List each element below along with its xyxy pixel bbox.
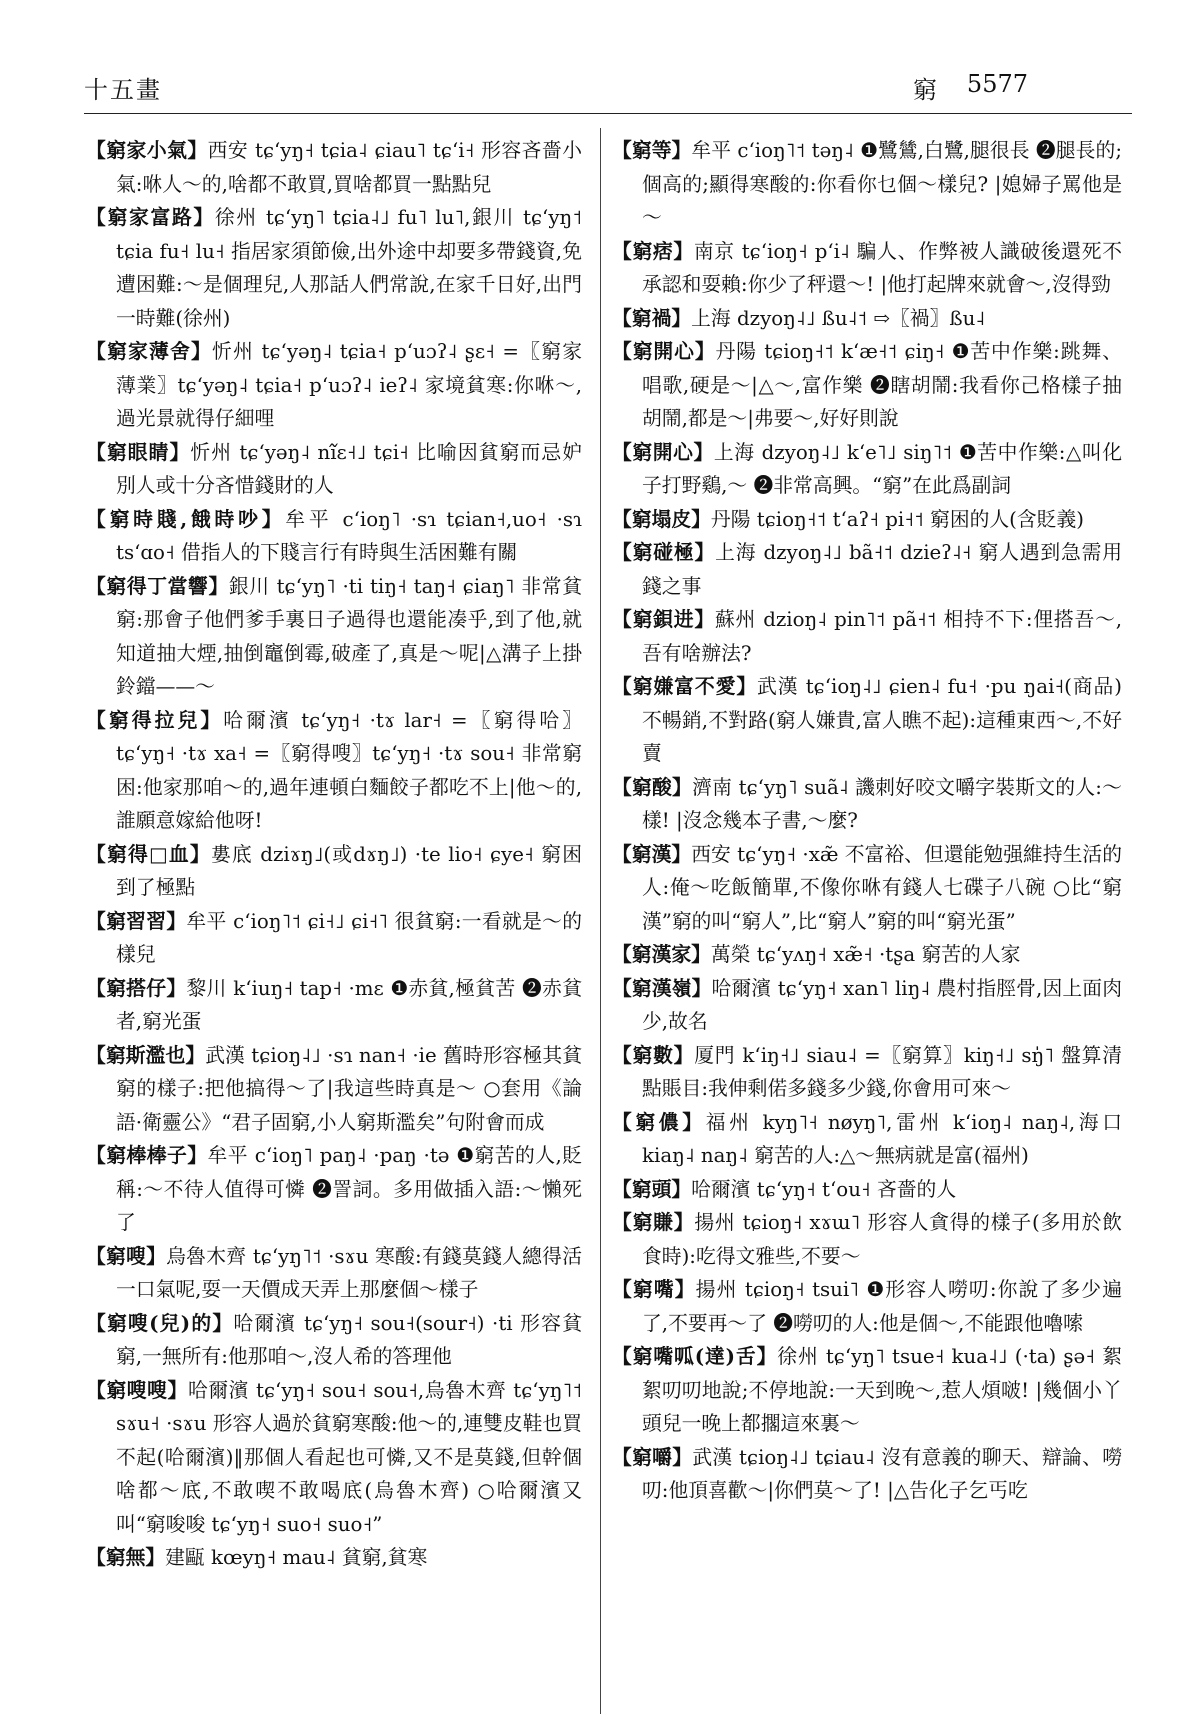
dictionary-entry bbox=[612, 536, 1122, 603]
entry-headword: 【窮嘴呱(達)舌】 bbox=[612, 1344, 778, 1368]
dictionary-entry bbox=[86, 972, 582, 1039]
entry-headword: 【窮漢家】 bbox=[612, 942, 711, 966]
entry-headword: 【窮得拉兒】 bbox=[86, 707, 224, 732]
dictionary-entry bbox=[612, 670, 1122, 771]
entry-definition: 忻州 tɕʻyəŋ˨ tɕia˧ pʻuɔʔ˨ ʂɛ˧ =〖窮家薄業〗tɕʻyəŋ˨ tɕia˧ pʻuɔʔ˨ ieʔ˨ 家境貧寒:你咻～,過光景就得仔細哩 bbox=[116, 340, 582, 430]
running-head bbox=[913, 70, 1028, 105]
entry-definition: 上海 dzyoŋ˨˩ bã˧˦ dzieʔ˨˧ 窮人遇到急需用錢之事 bbox=[642, 541, 1122, 598]
entry-headword: 【窮習習】 bbox=[86, 908, 187, 933]
entry-headword: 【窮塌皮】 bbox=[612, 506, 711, 531]
entry-definition: 牟平 cʻioŋ˥ ·sɿ tɕian˧,uo˧ ·sɿ tsʻɑo˧ 借指人的下賤言行有時與生活困難有關 bbox=[116, 507, 582, 564]
entry-headword: 【窮開心】 bbox=[612, 339, 716, 363]
dictionary-entry bbox=[86, 704, 582, 838]
entry-headword: 【窮家小氣】 bbox=[86, 138, 208, 162]
entry-definition: 徐州 tɕʻyŋ˥ tsue˧ kua˨˩ (·ta) ʂə˧ 絮絮叨叨地說;不停地說:一天到晚～,惹人煩啵! |幾個小丫頭兒一晚上都擱這來裏～ bbox=[642, 1345, 1122, 1435]
entry-definition: 牟平 cʻioŋ˥ paŋ˨ ·paŋ ·tə ❶窮苦的人,貶稱:～不待人值得可憐 ❷詈詞。多用做插入語:～懶死了 bbox=[116, 1144, 582, 1234]
dictionary-entry bbox=[612, 436, 1122, 503]
entry-definition: 濟南 tɕʻyŋ˥ suã˨ 譏刺好咬文嚼字裝斯文的人:～樣! |沒念幾本子書,～麼? bbox=[642, 775, 1122, 832]
entry-headword: 【窮漢嶺】 bbox=[612, 975, 712, 1000]
entry-headword: 【窮嚼】 bbox=[612, 1444, 693, 1469]
entry-definition: 南京 tɕʻioŋ˧ pʻi˨ 騙人、作弊被人識破後還死不承認和耍賴:你少了秤還～! |他打起牌來就會～,沒得勁 bbox=[642, 239, 1122, 296]
dictionary-entry bbox=[86, 1374, 582, 1542]
dictionary-entry bbox=[86, 134, 582, 201]
entry-definition: 武漢 tɕioŋ˨˩ ·sɿ nan˧ ·ie 舊時形容極其貧窮的樣子:把他搞得～了|我這些時真是～ ○套用《論語·衛靈公》“君子固窮,小人窮斯濫矣”句附會而成 bbox=[116, 1043, 582, 1134]
entry-headword: 【窮數】 bbox=[612, 1042, 695, 1067]
entry-definition: 牟平 cʻioŋ˥˦ təŋ˨ ❶鷺鷥,白鷺,腿很長 ❷腿長的;個高的;顯得寒酸的:你看你乜個～樣兒? |媳婦子罵他是～ bbox=[642, 139, 1122, 229]
entry-headword: 【窮等】 bbox=[612, 138, 692, 162]
dictionary-entry bbox=[612, 1441, 1122, 1508]
entry-headword: 【窮嘴】 bbox=[612, 1277, 696, 1301]
entry-definition: 萬榮 tɕʻyʌŋ˧ xæ̃˧ ·tʂa 窮苦的人家 bbox=[710, 943, 1021, 966]
entry-headword: 【窮搭仔】 bbox=[86, 975, 187, 1000]
dictionary-entry bbox=[612, 1273, 1122, 1340]
dictionary-entry bbox=[612, 838, 1122, 939]
entry-headword: 【窮斯濫也】 bbox=[86, 1042, 206, 1067]
entry-headword: 【窮無】 bbox=[86, 1545, 166, 1569]
entry-definition: 忻州 tɕʻyəŋ˨ ni᷉ɛ˧˩ tɕi˧ 比喻因貧窮而忌妒別人或十分吝惜錢財的人 bbox=[116, 440, 582, 497]
dictionary-entry bbox=[86, 503, 582, 570]
dictionary-entry bbox=[612, 603, 1122, 670]
dictionary-entry bbox=[612, 1340, 1122, 1441]
entry-definition: 烏魯木齊 tɕʻyŋ˥˦ ·sɤu 寒酸:有錢莫錢人總得活一口氣呢,耍一天價成天弄上那麼個～樣子 bbox=[116, 1244, 582, 1301]
entry-definition: 福州 kyŋ˥˧ nøyŋ˥,雷州 kʻioŋ˨ naŋ˨,海口 kiaŋ˨ naŋ˨ 窮苦的人:△～無病就是富(福州) bbox=[642, 1110, 1122, 1167]
dictionary-entry bbox=[86, 1139, 582, 1240]
dictionary-entry bbox=[86, 1039, 582, 1140]
entry-definition: 上海 dzyoŋ˨˩ kʻe˥˩ siŋ˥˦ ❶苦中作樂:△叫化子打野鷄,～ ❷非常高興。“窮”在此爲副詞 bbox=[642, 440, 1122, 497]
entry-definition: 黎川 kʻiuŋ˧ tap˧ ·mɛ ❶赤貧,極貧苦 ❷赤貧者,窮光蛋 bbox=[116, 976, 582, 1033]
right-column bbox=[612, 134, 1122, 1508]
entry-definition: 哈爾濱 tɕʻyŋ˧ sou˧(sour˧) ·ti 形容貧窮,一無所有:他那咱～,沒人希的答理他 bbox=[116, 1311, 582, 1368]
left-column bbox=[86, 134, 582, 1575]
entry-definition: 揚州 tɕioŋ˧ xɤɯ˥ 形容人貪得的樣子(多用於飲食時):吃得文雅些,不要～ bbox=[642, 1211, 1122, 1268]
entry-definition: 牟平 cʻioŋ˥˦ ɕi˧˩ ɕi˧˥ 很貧窮:一看就是～的樣兒 bbox=[116, 909, 582, 966]
entry-definition: 婁底 dziɤŋ˩(或dɤŋ˩) ·te lio˧ ɕye˧ 窮困到了極點 bbox=[116, 842, 582, 899]
entry-headword: 【窮禍】 bbox=[612, 305, 692, 330]
dictionary-entry bbox=[612, 1206, 1122, 1273]
dictionary-entry bbox=[86, 905, 582, 972]
entry-definition: 哈爾濱 tɕʻyŋ˧ xan˥ liŋ˨ 農村指脛骨,因上面肉少,故名 bbox=[642, 976, 1122, 1033]
entry-definition: 哈爾濱 tɕʻyŋ˧ tʻou˧ 吝嗇的人 bbox=[691, 1177, 957, 1201]
entry-definition: 徐州 tɕʻyŋ˥ tɕia˨˩ fu˥ lu˥,銀川 tɕʻyŋ˦ tɕia fu˧ lu˧ 指居家須節儉,出外途中却要多帶錢資,免遭困難:～是個理兒,人那話人們常說,在家千日好,出門一時難(徐州) bbox=[116, 206, 582, 330]
dictionary-entry bbox=[612, 302, 1122, 336]
entry-headword: 【窮鋇进】 bbox=[612, 607, 715, 631]
dictionary-entry bbox=[86, 570, 582, 704]
entry-headword: 【窮賺】 bbox=[612, 1210, 695, 1234]
entry-definition: 揚州 tɕioŋ˧ tsui˥ ❶形容人嘮叨:你說了多少遍了,不要再～了 ❷嘮叨的人:他是個～,不能跟他嚕嗦 bbox=[642, 1278, 1122, 1335]
entry-headword: 【窮嗖】 bbox=[86, 1243, 167, 1268]
dictionary-entry bbox=[86, 1240, 582, 1307]
column-divider bbox=[600, 128, 601, 1714]
dictionary-entry bbox=[86, 335, 582, 436]
entry-headword: 【窮漢】 bbox=[612, 841, 692, 866]
entry-headword: 【窮儂】 bbox=[612, 1109, 706, 1134]
entry-headword: 【窮開心】 bbox=[612, 439, 714, 464]
dictionary-entry bbox=[612, 938, 1122, 972]
entry-definition: 武漢 tɕioŋ˨˩ tɕiau˨ 沒有意義的聊天、辯論、嘮叨:他頂喜歡～|你們莫～了! |△告化子乞丐吃 bbox=[642, 1445, 1122, 1502]
dictionary-entry bbox=[86, 1307, 582, 1374]
dictionary-entry bbox=[86, 436, 582, 503]
dictionary-entry bbox=[86, 1541, 582, 1575]
dictionary-entry bbox=[612, 134, 1122, 235]
head-character: 窮 bbox=[912, 76, 937, 104]
entry-definition: 西安 tɕʻyŋ˧ tɕia˨ ɕiau˥ tɕʻi˧ 形容吝嗇小氣:咻人～的,啥都不敢買,買啥都買一點點兒 bbox=[116, 139, 582, 196]
dictionary-entry bbox=[612, 1106, 1122, 1173]
page-number: 5577 bbox=[966, 70, 1028, 98]
entry-definition: 武漢 tɕʻioŋ˨˩ ɕien˨ fu˧ ·pu ŋai˧(商品)不暢銷,不對路(窮人嫌貴,富人瞧不起):這種東西～,不好賣 bbox=[642, 675, 1122, 765]
entry-headword: 【窮痞】 bbox=[612, 238, 694, 263]
entry-headword: 【窮得丁當響】 bbox=[86, 573, 229, 598]
entry-definition: 上海 dzyoŋ˨˩ ßu˨˦ ⇨〖禍〗ßu˨ bbox=[691, 306, 986, 330]
entry-headword: 【窮棒棒子】 bbox=[86, 1143, 208, 1167]
entry-headword: 【窮頭】 bbox=[612, 1176, 692, 1201]
entry-headword: 【窮嗖(兒)的】 bbox=[86, 1310, 234, 1335]
entry-headword: 【窮碰極】 bbox=[612, 540, 716, 564]
entry-definition: 銀川 tɕʻyŋ˥ ·ti tiŋ˧ taŋ˧ ɕiaŋ˥ 非常貧窮:那會子他們爹手裏日子過得也還能凑乎,到了他,就知道抽大煙,抽倒竈倒霉,破產了,真是～呢|△溝子上掛鈴鐺——～ bbox=[116, 574, 582, 698]
entry-definition: 哈爾濱 tɕʻyŋ˧ ·tɤ lar˧ =〖窮得哈〗tɕʻyŋ˧ ·tɤ xa˧ =〖窮得嗖〗tɕʻyŋ˧ ·tɤ sou˧ 非常窮困:他家那咱～的,過年連頓白麵餃子都吃不上|他～的,誰願意嫁給他呀! bbox=[116, 708, 582, 832]
entry-definition: 厦門 kʻiŋ˧˩ siau˨ =〖窮算〗kiŋ˧˩ sŋ̍˥ 盤算清點賬目:我伸剩偌多錢多少錢,你會用可來～ bbox=[642, 1043, 1122, 1100]
entry-headword: 【窮時賤,餓時吵】 bbox=[86, 506, 286, 531]
entry-headword: 【窮家薄舍】 bbox=[86, 339, 212, 363]
dictionary-entry bbox=[86, 838, 582, 905]
section-title: 十五畫 bbox=[84, 76, 162, 104]
entry-definition: 哈爾濱 tɕʻyŋ˧ sou˧ sou˧,烏魯木齊 tɕʻyŋ˥˦ sɤu˧ ·sɤu 形容人過於貧窮寒酸:他～的,連雙皮鞋也買不起(哈爾濱)‖那個人看起也可憐,又不是莫錢,但幹個啥都～底,不敢喫不敢喝底(烏魯木齊) ○哈爾濱又叫“窮唆唆 tɕʻyŋ˧ suo˧ suo˧” bbox=[116, 1378, 582, 1536]
dictionary-entry bbox=[612, 503, 1122, 537]
dictionary-entry bbox=[612, 335, 1122, 436]
dictionary-entry bbox=[612, 1173, 1122, 1207]
dictionary-entry bbox=[612, 972, 1122, 1039]
entry-definition: 建甌 kœyŋ˧ mau˨ 貧窮,貧寒 bbox=[165, 1546, 428, 1569]
dictionary-entry bbox=[612, 771, 1122, 838]
header-rule bbox=[84, 113, 1132, 114]
entry-headword: 【窮家富路】 bbox=[86, 205, 215, 229]
entry-headword: 【窮得□血】 bbox=[86, 841, 211, 866]
entry-definition: 丹陽 tɕioŋ˧˦ kʻæ˧˦ ɕiŋ˧ ❶苦中作樂:跳舞、唱歌,硬是～|△～,富作樂 ❷瞎胡鬧:我看你己格樣子抽胡鬧,都是～|弗要～,好好則說 bbox=[642, 340, 1122, 430]
entry-headword: 【窮眼睛】 bbox=[86, 439, 191, 464]
dictionary-entry bbox=[86, 201, 582, 335]
entry-headword: 【窮酸】 bbox=[612, 774, 693, 799]
entry-definition: 蘇州 dzioŋ˨ pin˥˦ pã˧˦ 相持不下:俚搭吾～,吾有啥辦法? bbox=[642, 608, 1122, 665]
entry-headword: 【窮嫌富不愛】 bbox=[612, 674, 758, 698]
entry-definition: 西安 tɕʻyŋ˧ ·xæ̃ 不富裕、但還能勉强維持生活的人:俺～吃飯簡單,不像你咻有錢人七碟子八碗 ○比“窮漢”窮的叫“窮人”,比“窮人”窮的叫“窮光蛋” bbox=[642, 842, 1122, 933]
dictionary-entry bbox=[612, 235, 1122, 302]
entry-headword: 【窮嗖嗖】 bbox=[86, 1377, 188, 1402]
dictionary-entry bbox=[612, 1039, 1122, 1106]
entry-definition: 丹陽 tɕioŋ˧˦ tʻaʔ˧ pi˧˦ 窮困的人(含貶義) bbox=[710, 507, 1084, 531]
